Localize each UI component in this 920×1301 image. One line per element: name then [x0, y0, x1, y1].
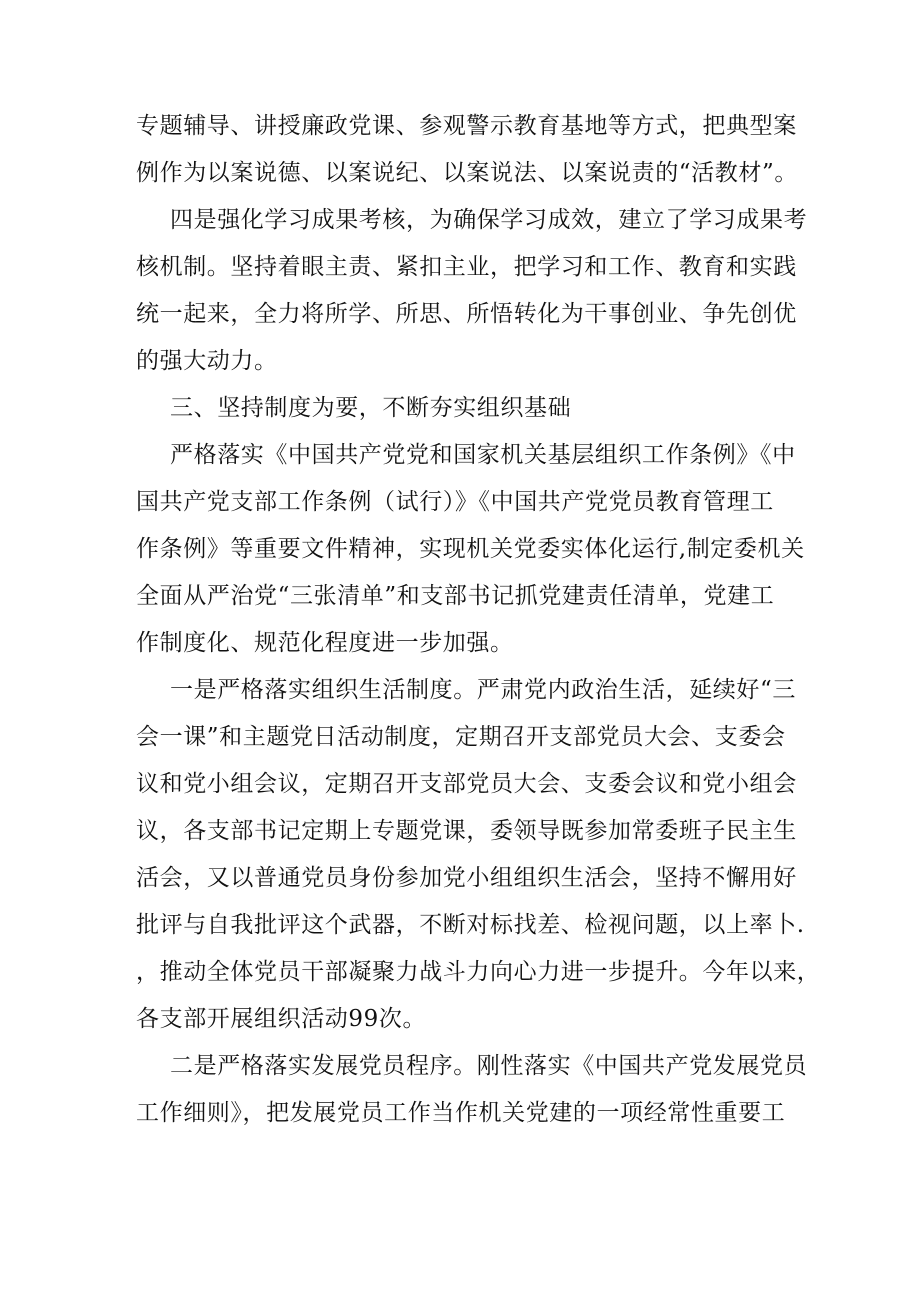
text-line: 议和党小组会议，定期召开支部党员大会、支委会议和党小组会 — [136, 771, 797, 797]
text-line: 各支部开展组织活动99次。 — [136, 1006, 427, 1032]
text-line: 四是强化学习成果考核，为确保学习成效，建立了学习成果考 — [170, 207, 808, 233]
text-line: 国共产党支部工作条例（试行）》《中国共产党党员教育管理工 — [136, 489, 774, 515]
paragraph — [136, 197, 808, 385]
heading-line: 三、坚持制度为要，不断夯实组织基础 — [170, 395, 572, 421]
section-heading — [136, 385, 796, 432]
text-line: 二是严格落实发展党员程序。刚性落实《中国共产党发展党员 — [170, 1053, 808, 1079]
text-line: 批评与自我批评这个武器，不断对标找差、检视问题，以上率卜. — [136, 912, 805, 938]
text-line: 议，各支部书记定期上专题党课，委领导既参加常委班子民主生 — [136, 818, 797, 844]
text-line: 核机制。坚持着眼主责、紧扣主业，把学习和工作、教育和实践 — [136, 254, 797, 280]
text-line: 作条例》等重要文件精神，实现机关党委实体化运行,制定委机关 — [136, 536, 805, 562]
text-line: 例作为以案说德、以案说纪、以案说法、以案说责的“活教材”。 — [136, 160, 798, 186]
text-line: ，推动全体党员干部凝聚力战斗力向心力进一步提升。今年以来， — [136, 959, 821, 985]
text-line: 一是严格落实组织生活制度。严肃党内政治生活，延续好“三 — [170, 677, 796, 703]
paragraph — [136, 1043, 808, 1137]
text-line: 统一起来，全力将所学、所思、所悟转化为干事创业、争先创优 — [136, 301, 797, 327]
text-line: 作制度化、规范化程度进一步加强。 — [136, 630, 514, 656]
text-line: 专题辅导、讲授廉政党课、参观警示教育基地等方式，把典型案 — [136, 113, 797, 139]
text-line: 工作细则》，把发展党员工作当作机关党建的一项经常性重要工 — [136, 1100, 786, 1126]
text-line: 全面从严治党“三张清单”和支部书记抓党建责任清单，党建工 — [136, 583, 775, 609]
text-line: 活会，又以普通党员身份参加党小组组织生活会，坚持不懈用好 — [136, 865, 797, 891]
document-body — [136, 103, 821, 1137]
text-line: 的强大动力。 — [136, 348, 278, 374]
paragraph — [136, 103, 796, 197]
text-line: 严格落实《中国共产党党和国家机关基层组织工作条例》《中 — [170, 442, 796, 468]
paragraph — [136, 432, 805, 667]
text-line: 会一课”和主题党日活动制度，定期召开支部党员大会、支委会 — [136, 724, 786, 750]
paragraph — [136, 667, 821, 1043]
